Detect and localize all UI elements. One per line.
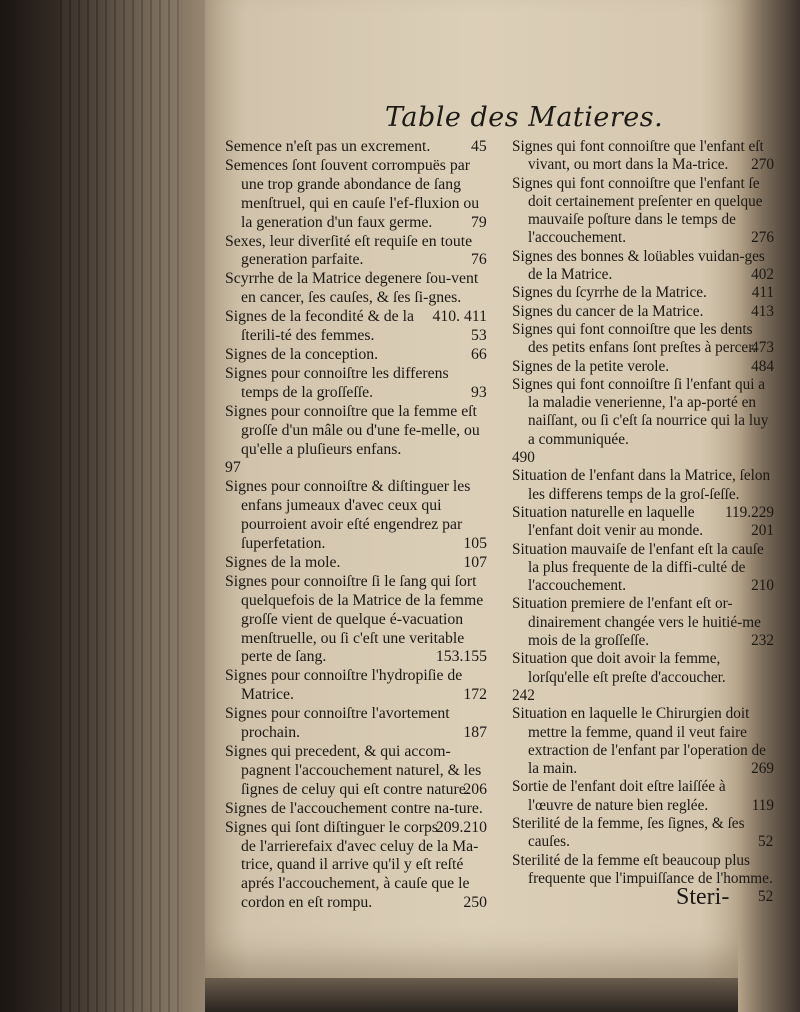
index-entry: Signes de la conception. 66	[225, 345, 487, 363]
entry-text: Signes pour connoiſtre l'hydropiſie de Matrice.	[225, 667, 463, 704]
entry-text: Signes de la mole.	[225, 553, 341, 571]
index-entry: Sterilité de la femme eſt beaucoup plus frequente que l'impuiſſance de l'homme. 52	[512, 851, 774, 906]
catchword: Steri-	[676, 884, 730, 910]
entry-text: Sterilité de la femme, ſes ſignes, & ſes cauſes.	[512, 814, 745, 851]
index-entry: Signes pour connoiſtre les differens temps de la groſſeſſe. 93	[225, 364, 487, 401]
page-number: 105	[463, 535, 487, 553]
entry-text: Signes qui precedent, & qui accom-pagnent l'accouchement naturel, & les ſignes de celuy qui eſt contre nature.	[225, 743, 482, 798]
page-number: 172	[463, 686, 487, 704]
page-number: 490	[512, 449, 535, 467]
page-number: 484	[751, 357, 774, 375]
page-bottom-shadow	[205, 978, 743, 1012]
index-entry	[225, 705, 487, 743]
entry-text: Signes de l'accouchement contre na-ture.	[225, 799, 483, 817]
entry-text: Sortie de l'enfant doit eſtre laiſſée à l'œuvre de nature bien reglée.	[512, 778, 726, 814]
page-number: 119.229	[725, 503, 774, 521]
page-number: 410. 411	[432, 308, 487, 326]
page-number: 153.155	[435, 648, 487, 666]
entry-text: Semences ſont ſouvent corrompuës par une trop grande abondance de ſang menſtruel, qui en cauſe l'ef-fluxion ou la generation d'un faux germe.	[225, 156, 480, 231]
index-entry	[512, 138, 774, 175]
entry-text: Sexes, leur diverſité eſt requiſe en toute generation parfaite.	[225, 232, 473, 269]
page-number: 97	[225, 459, 241, 477]
index-entry	[512, 358, 774, 376]
page-heading: Table des Matieres.	[385, 102, 664, 133]
index-entry	[225, 554, 487, 573]
entry-text: Signes de la conception.	[225, 345, 379, 363]
page-number: 473	[751, 339, 774, 357]
page-number: 206	[463, 780, 487, 798]
page-number: 209.210	[435, 818, 487, 836]
page-number: 413	[751, 302, 774, 320]
index-entry	[512, 284, 774, 302]
index-entry	[512, 778, 774, 815]
entry-text: Signes pour connoiſtre que la femme eſt groſſe d'un mâle ou d'une fe-melle, ou qu'elle a pluſieurs enfans.	[225, 402, 480, 458]
index-column-left	[225, 138, 487, 913]
page-number: 107	[463, 553, 487, 571]
page-number: 210	[751, 577, 774, 595]
index-entry	[225, 743, 487, 800]
entry-text: Situation premiere de l'enfant eſt or-dinairement changée vers le huitié-me mois de la groſſeſſe.	[512, 595, 761, 650]
index-entry	[512, 595, 774, 650]
page-number: 270	[751, 156, 774, 174]
entry-text: Situation que doit avoir la femme, lorſqu'elle eſt preſte d'accoucher.	[512, 650, 726, 686]
entry-text: Situation de l'enfant dans la Matrice, ſelon les differens temps de la groſ-ſeſſe.	[512, 467, 771, 503]
entry-text: Signes qui font connoiſtre que l'enfant ſe doit certainement preſenter en quelque mauvaiſe poſture dans le temps de l'accouchement.	[512, 174, 763, 247]
index-entry	[512, 467, 774, 521]
entry-text: Signes du cancer de la Matrice.	[512, 302, 704, 320]
entry-text: Situation naturelle en laquelle l'enfant doit venir au monde.	[512, 503, 704, 540]
index-entry	[512, 321, 774, 358]
index-entry	[512, 175, 774, 248]
entry-text: Signes du ſcyrrhe de la Matrice.	[512, 284, 707, 302]
entry-text: Sterilité de la femme eſt beaucoup plus frequente que l'impuiſſance de l'homme.	[512, 851, 773, 887]
index-entry	[225, 403, 487, 479]
index-entry: Sterilité de la femme, ſes ſignes, & ſes cauſes. 52	[512, 814, 774, 851]
entry-text: Signes pour connoiſtre l'avortement prochain.	[225, 705, 450, 742]
index-column-right	[512, 138, 774, 906]
index-entry	[512, 705, 774, 778]
entry-text: Situation en laquelle le Chirurgien doit mettre la femme, quand il veut faire extraction de l'enfant par l'operation de la main.	[512, 705, 766, 778]
entry-text: Signes qui font connoiſtre que l'enfant eſt vivant, ou mort dans la Ma-trice.	[512, 138, 764, 174]
page-number: 250	[463, 894, 487, 912]
entry-text: Signes pour connoiſtre & diſtinguer les enfans jumeaux d'avec ceux qui pourroient avoir eſté engendrez par ſuperfetation.	[225, 478, 471, 553]
entry-text: Signes de la petite verole.	[512, 357, 670, 375]
entry-text: Signes qui ſont diſtinguer le corps de l'arrierefaix d'avec celuy de la Ma-trice, quand il arrive qu'il y eſt reſté aprés l'accouchement, à cauſe que le cordon en eſt rompu.	[225, 818, 479, 912]
page-number: 187	[463, 724, 487, 742]
index-entry: Signes de la fecondité & de la ſterili-té des femmes. 53	[225, 308, 487, 345]
index-entry: Sexes, leur diverſité eſt requiſe en toute generation parfaite. 76	[225, 232, 487, 269]
index-entry	[512, 248, 774, 285]
entry-text: Signes pour connoiſtre les differens temps de la groſſeſſe.	[225, 364, 449, 401]
index-entry: Semence n'eſt pas un excrement. 45	[225, 138, 487, 155]
page-number: 232	[751, 632, 774, 650]
index-entry	[225, 799, 487, 836]
index-entry	[512, 376, 774, 467]
page-number: 276	[751, 229, 774, 247]
entry-text: Signes qui font connoiſtre que les dents des petits enfans ſont preſtes à percer.	[512, 320, 757, 357]
entry-text: Signes des bonnes & loüables vuidan-ges de la Matrice.	[512, 247, 765, 284]
page-number: 402	[751, 266, 774, 284]
index-entry: Semences ſont ſouvent corrompuës par une trop grande abondance de ſang menſtruel, qui en cauſe l'ef-fluxion ou la generation d'un faux germe. 79	[225, 156, 487, 231]
index-entry	[512, 650, 774, 705]
entry-text: Semence n'eſt pas un excrement.	[225, 138, 431, 155]
page-number: 269	[751, 760, 774, 778]
entry-text: Signes pour connoiſtre ſi le ſang qui ſort quelquefois de la Matrice de la femme groſſe vient de quelque é-vacuation menſtruelle, ou ſi c'eſt une veritable perte de ſang.	[225, 572, 484, 666]
page-number: 119	[751, 796, 774, 814]
index-entry	[512, 541, 774, 596]
index-entry	[225, 478, 487, 554]
entry-text: Scyrrhe de la Matrice degenere ſou-vent en cancer, ſes cauſes, & ſes ſi-gnes.	[225, 270, 479, 307]
index-entry	[225, 270, 487, 326]
page-number: 411	[751, 284, 774, 302]
index-entry	[225, 667, 487, 705]
entry-text: Situation mauvaiſe de l'enfant eſt la cauſe la plus frequente de la diffi-culté de l'accouchement.	[512, 540, 764, 595]
index-entry	[512, 303, 774, 321]
page-number: 201	[751, 522, 774, 540]
index-entry	[225, 573, 487, 668]
page-edges	[60, 0, 180, 1012]
entry-text: Signes qui font connoiſtre ſi l'enfant qui a la maladie venerienne, l'a ap-porté en naiſſant, ou ſi c'eſt ſa nourrice qui la luy a communiquée.	[512, 375, 769, 448]
entry-text: Signes de la fecondité & de la ſterili-té des femmes.	[225, 308, 414, 345]
page-number: 242	[512, 686, 535, 704]
